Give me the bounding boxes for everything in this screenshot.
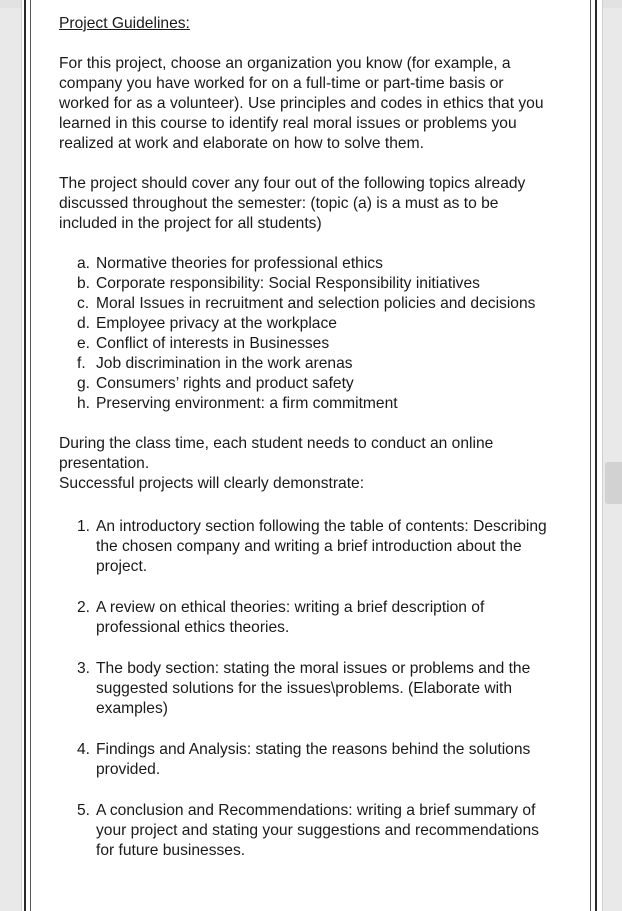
list-marker: 1. (77, 518, 91, 535)
list-item (77, 801, 549, 861)
list-marker: 3. (77, 660, 91, 677)
list-marker: 5. (77, 802, 91, 819)
list-item-text: Job discrimination in the work arenas (96, 355, 353, 372)
requirements-list (59, 517, 549, 861)
list-marker: e. (77, 335, 91, 352)
list-marker: h. (77, 395, 91, 412)
list-item (77, 394, 549, 414)
list-item (77, 294, 549, 314)
list-marker: a. (77, 255, 91, 272)
list-item (77, 374, 549, 394)
list-item-text: Findings and Analysis: stating the reasons behind the solutions provided. (96, 741, 531, 778)
list-marker: g. (77, 375, 91, 392)
page-border-right-outer (595, 0, 597, 911)
list-item (77, 517, 549, 577)
list-item-text: The body section: stating the moral issues or problems and the suggested solutions for the issues\problems. (Elaborate with examples) (96, 660, 531, 717)
list-marker: b. (77, 275, 91, 292)
list-item (77, 354, 549, 374)
scroll-tab[interactable] (605, 462, 622, 504)
list-item (77, 274, 549, 294)
list-item (77, 334, 549, 354)
document-body (59, 14, 549, 882)
topics-paragraph: The project should cover any four out of the following topics already discussed throughout the semester: (topic (a) is a must as to be included in the project for all students) (59, 175, 526, 232)
list-item (77, 254, 549, 274)
list-item-text: Employee privacy at the workplace (96, 315, 337, 332)
list-item (77, 740, 549, 780)
presentation-paragraph: During the class time, each student needs to conduct an online presentation. (59, 435, 494, 472)
list-marker: 2. (77, 599, 91, 616)
page-border-right-inner (590, 0, 591, 911)
list-item-text: Moral Issues in recruitment and selection policies and decisions (96, 295, 536, 312)
list-item-text: An introductory section following the table of contents: Describing the chosen company and writing a brief introduction about the project. (96, 518, 547, 575)
list-marker: f. (77, 355, 86, 372)
list-marker: d. (77, 315, 91, 332)
list-item-text: Normative theories for professional ethics (96, 255, 383, 272)
list-item-text: A conclusion and Recommendations: writing a brief summary of your project and stating your suggestions and recommendations for future businesses. (96, 802, 539, 859)
list-item-text: Preserving environment: a firm commitment (96, 395, 398, 412)
list-marker: 4. (77, 741, 91, 758)
success-line: Successful projects will clearly demonstrate: (59, 475, 365, 492)
list-item (77, 659, 549, 719)
list-item (77, 314, 549, 334)
list-item-text: Conflict of interests in Businesses (96, 335, 330, 352)
list-item-text: Corporate responsibility: Social Responsibility initiatives (96, 275, 480, 292)
page-border-left-inner (30, 0, 31, 911)
page-border-left-outer (24, 0, 26, 911)
topics-list (59, 254, 549, 414)
page-title: Project Guidelines: (59, 15, 190, 32)
list-marker: c. (77, 295, 90, 312)
list-item-text: A review on ethical theories: writing a brief description of professional ethics theories. (96, 599, 485, 636)
intro-paragraph: For this project, choose an organization you know (for example, a company you have worked for on a full-time or part-time basis or worked for as a volunteer). Use principles and codes in ethics that you learned in this course to identify real moral issues or problems you realized at work and elaborate on how to solve them. (59, 55, 544, 152)
list-item-text: Consumers’ rights and product safety (96, 375, 354, 392)
list-item (77, 598, 549, 638)
